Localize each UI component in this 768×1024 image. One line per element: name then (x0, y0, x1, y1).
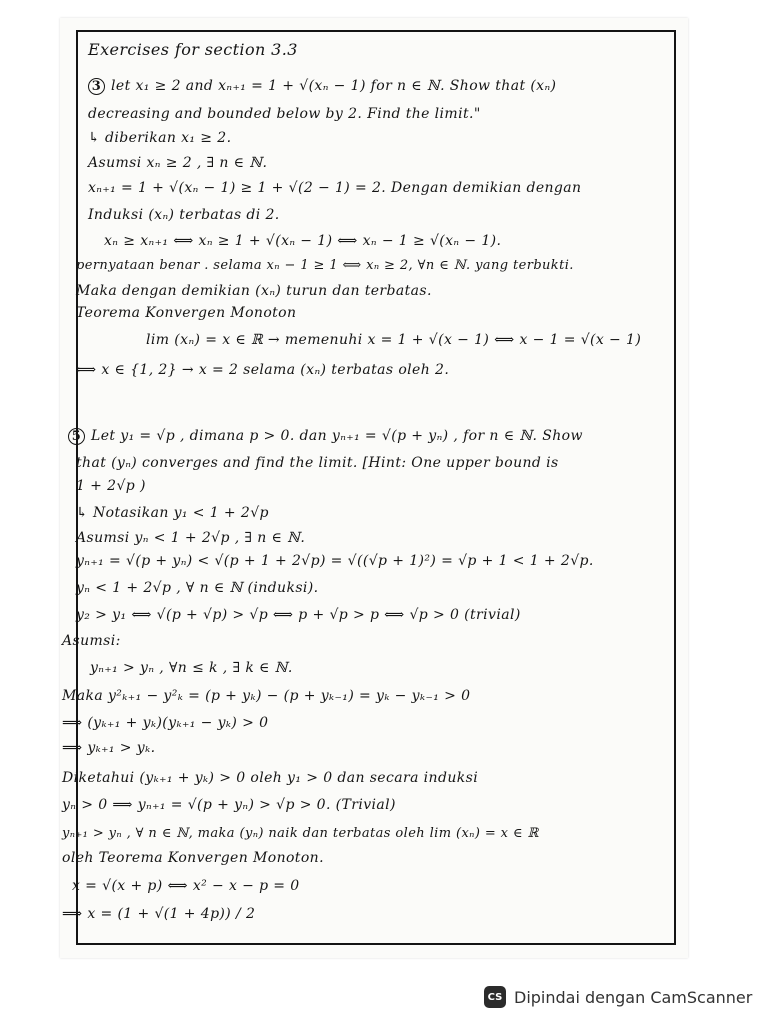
exercise-5-line-3: 1 + 2√p ) (76, 478, 146, 494)
exercise-5-line-4: ↳ Notasikan y₁ < 1 + 2√p (76, 505, 269, 521)
exercise-3-line-9: Maka dengan demikian (xₙ) turun dan terbatas. (76, 283, 432, 299)
exercise-5-line-5: Asumsi yₙ < 1 + 2√p , ∃ n ∈ ℕ. (76, 530, 306, 546)
scanner-badge (484, 984, 752, 1010)
exercise-5-line-11: Maka y²ₖ₊₁ − y²ₖ = (p + yₖ) − (p + yₖ₋₁) = yₖ − yₖ₋₁ > 0 (62, 688, 471, 704)
exercise-3-line-8: pernyataan benar . selama xₙ − 1 ≥ 1 ⟺ xₙ ≥ 2, ∀n ∈ ℕ. yang terbukti. (76, 258, 574, 273)
camscanner-icon: CS (484, 986, 506, 1008)
page-heading: Exercises for section 3.3 (88, 40, 298, 59)
exercise-5-number: 5 (68, 428, 85, 445)
exercise-3-line-10: Teorema Konvergen Monoton (76, 305, 297, 321)
exercise-3-line-2: decreasing and bounded below by 2. Find the limit." (88, 106, 481, 122)
exercise-5-line-9: Asumsi: (62, 633, 121, 649)
exercise-5-line-13: ⟹ yₖ₊₁ > yₖ. (62, 740, 156, 756)
exercise-5-line-7: yₙ < 1 + 2√p , ∀ n ∈ ℕ (induksi). (76, 580, 319, 596)
exercise-3-line-5: xₙ₊₁ = 1 + √(xₙ − 1) ≥ 1 + √(2 − 1) = 2. Dengan demikian dengan (88, 180, 582, 196)
exercise-5-line-18: x = √(x + p) ⟺ x² − x − p = 0 (72, 878, 300, 894)
exercise-3-line-11: lim (xₙ) = x ∈ ℝ → memenuhi x = 1 + √(x − 1) ⟺ x − 1 = √(x − 1) (146, 332, 642, 348)
exercise-5-line-10: yₙ₊₁ > yₙ , ∀n ≤ k , ∃ k ∈ ℕ. (90, 660, 293, 676)
exercise-5-line-17: oleh Teorema Konvergen Monoton. (62, 850, 324, 866)
exercise-3-number: 3 (88, 78, 105, 95)
exercise-5-line-6: yₙ₊₁ = √(p + yₙ) < √(p + 1 + 2√p) = √((√p + 1)²) = √p + 1 < 1 + 2√p. (76, 553, 594, 569)
exercise-5-line-12: ⟹ (yₖ₊₁ + yₖ)(yₖ₊₁ − yₖ) > 0 (62, 715, 269, 731)
exercise-5-line-8: y₂ > y₁ ⟺ √(p + √p) > √p ⟺ p + √p > p ⟺ √p > 0 (trivial) (76, 607, 521, 623)
exercise-5-line-14: Diketahui (yₖ₊₁ + yₖ) > 0 oleh y₁ > 0 dan secara induksi (62, 770, 479, 786)
scanner-badge-label: Dipindai dengan CamScanner (514, 987, 753, 1007)
exercise-5-line-15: yₙ > 0 ⟹ yₙ₊₁ = √(p + yₙ) > √p > 0. (Trivial) (62, 797, 396, 813)
exercise-5-line-2: that (yₙ) converges and find the limit. [Hint: One upper bound is (76, 455, 559, 471)
exercise-5-line-19: ⟹ x = (1 + √(1 + 4p)) / 2 (62, 906, 256, 922)
exercise-3-line-12: ⟺ x ∈ {1, 2} → x = 2 selama (xₙ) terbatas oleh 2. (76, 362, 450, 378)
exercise-3-line-6: Induksi (xₙ) terbatas di 2. (88, 207, 280, 223)
exercise-3-line-7: xₙ ≥ xₙ₊₁ ⟺ xₙ ≥ 1 + √(xₙ − 1) ⟺ xₙ − 1 ≥ √(xₙ − 1). (104, 233, 502, 249)
exercise-3-line-4: Asumsi xₙ ≥ 2 , ∃ n ∈ ℕ. (88, 155, 268, 171)
exercise-3-line-1: 3 let x₁ ≥ 2 and xₙ₊₁ = 1 + √(xₙ − 1) for n ∈ ℕ. Show that (xₙ) (88, 78, 556, 95)
exercise-3-line-3: ↳ diberikan x₁ ≥ 2. (88, 130, 232, 146)
exercise-5-line-16: yₙ₊₁ > yₙ , ∀ n ∈ ℕ, maka (yₙ) naik dan terbatas oleh lim (xₙ) = x ∈ ℝ (62, 826, 539, 841)
exercise-5-line-1: 5 Let y₁ = √p , dimana p > 0. dan yₙ₊₁ = √(p + yₙ) , for n ∈ ℕ. Show (68, 428, 583, 445)
